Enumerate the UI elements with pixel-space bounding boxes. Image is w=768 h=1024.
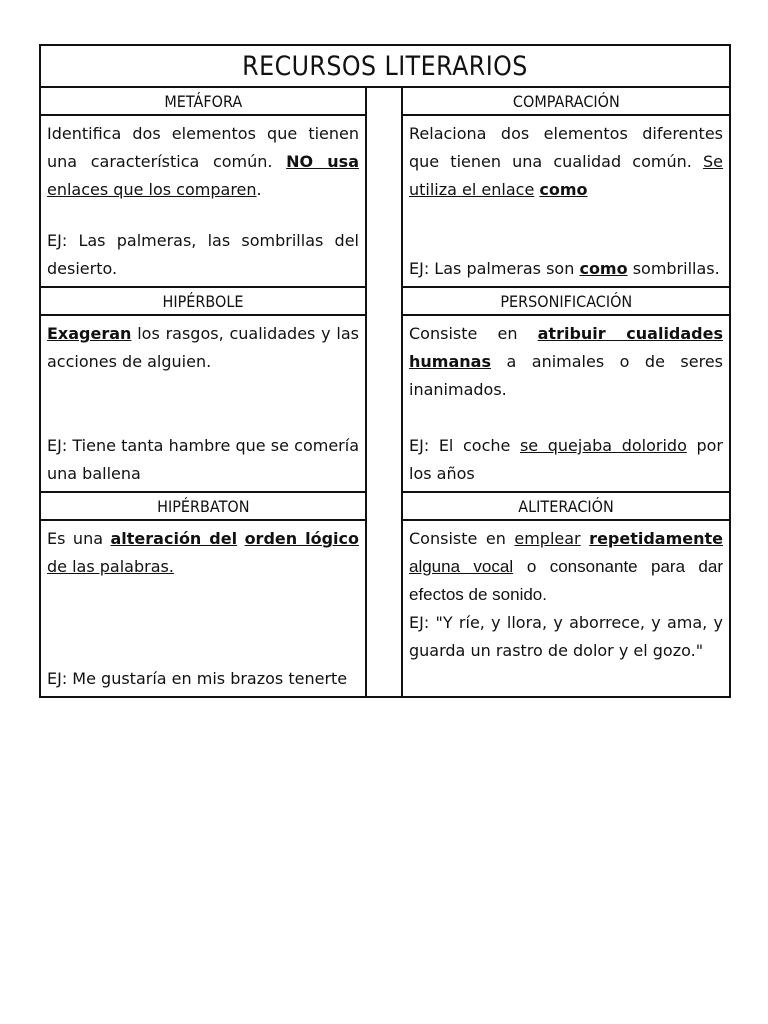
column-divider [366,87,402,697]
aliteracion-cell [402,520,730,697]
metafora-example: EJ: Las palmeras, las sombrillas del desierto. [47,231,359,278]
aliteracion-example: EJ: "Y ríe, y llora, y aborrece, y ama, y guarda un rastro de dolor y el gozo." [409,613,723,660]
title-text: RECURSOS LITERARIOS [242,50,528,82]
heading-hiperbole: HIPÉRBOLE [40,287,366,315]
personificacion-example: EJ: El coche se quejaba dolorido por los años [409,436,723,483]
comparacion-description: Relaciona dos elementos diferentes que tienen una cualidad común. Se utiliza el enlace como [409,124,724,199]
personificacion-description: Consiste en atribuir cualidades humanas a animales o de seres inanimados. [409,324,724,399]
hiperbaton-example: EJ: Me gustaría en mis brazos tenerte [47,669,348,688]
hiperbole-description: Exageran los rasgos, cualidades y las acciones de alguien. [47,324,360,371]
comparacion-example: EJ: Las palmeras son como sombrillas. [409,259,720,278]
hiperbaton-cell [40,520,366,697]
heading-comparacion: COMPARACIÓN [402,87,730,115]
aliteracion-description: Consiste en emplear repetidamente alguna vocal o consonante para dar efectos de sonido. [409,529,724,604]
comparacion-cell [402,115,730,287]
hiperbole-example: EJ: Tiene tanta hambre que se comería una ballena [47,436,359,483]
literary-resources-table [39,44,731,698]
metafora-cell [40,115,366,287]
hiperbaton-description: Es una alteración del orden lógico de las palabras. [47,529,359,576]
heading-metafora: METÁFORA [40,87,366,115]
metafora-description: Identifica dos elementos que tienen una característica común. NO usa enlaces que los comparen. [47,124,359,199]
heading-hiperbaton: HIPÉRBATON [40,492,366,520]
heading-personificacion: PERSONIFICACIÓN [402,287,730,315]
hiperbole-cell [40,315,366,492]
page-title [81,45,688,87]
personificacion-cell [402,315,730,492]
heading-aliteracion: ALITERACIÓN [402,492,730,520]
